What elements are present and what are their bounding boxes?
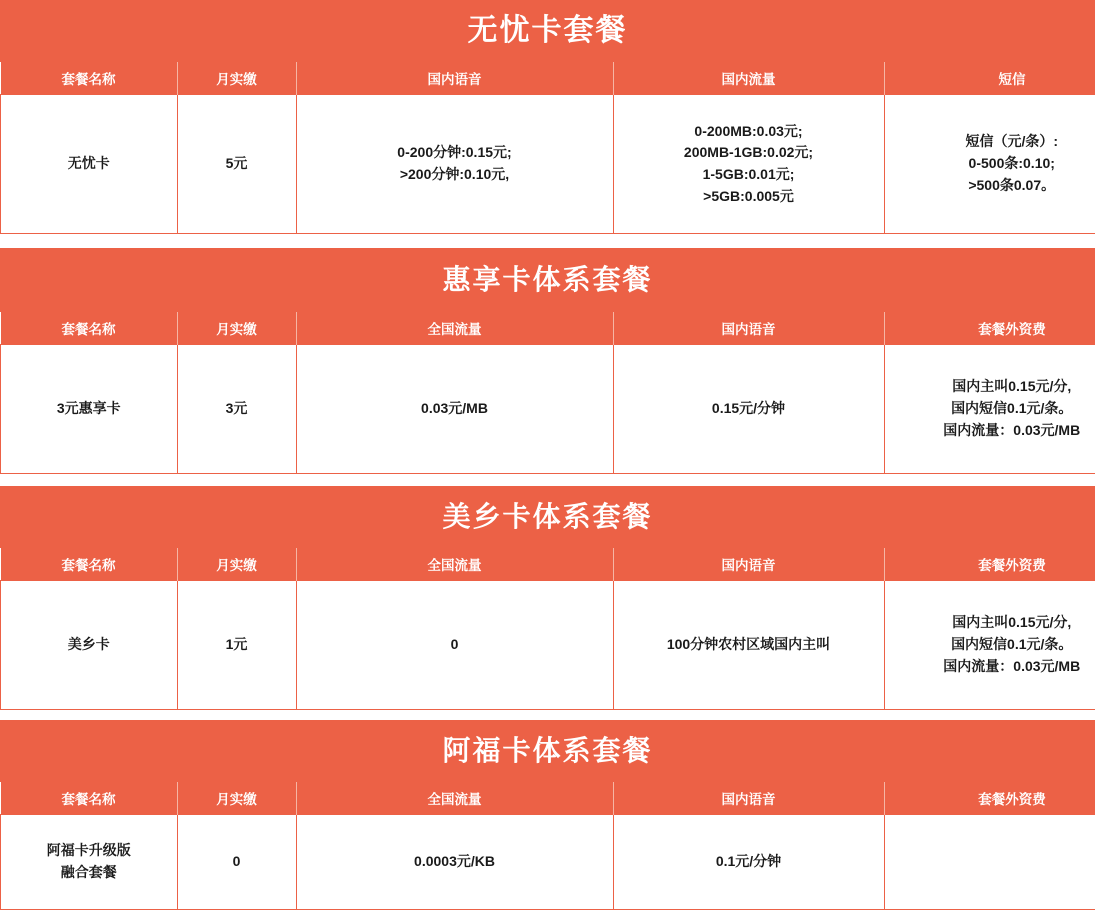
extra-line-3: 国内流量：0.03元/MB bbox=[891, 656, 1095, 678]
cell-plan-name: 美乡卡 bbox=[1, 581, 178, 710]
column-header-domestic-voice: 国内语音 bbox=[613, 782, 884, 815]
sms-line-1: 短信（元/条）: bbox=[891, 131, 1095, 153]
section-divider bbox=[0, 710, 1095, 720]
column-header-plan-name: 套餐名称 bbox=[1, 548, 178, 581]
plan-table bbox=[0, 62, 1095, 234]
cell-monthly-fee: 3元 bbox=[177, 345, 296, 474]
plan-table bbox=[0, 548, 1095, 710]
column-header-monthly-fee: 月实缴 bbox=[177, 548, 296, 581]
cell-plan-name: 无忧卡 bbox=[1, 95, 178, 234]
column-header-domestic-voice: 国内语音 bbox=[296, 62, 613, 95]
extra-line-2: 国内短信0.1元/条。 bbox=[891, 634, 1095, 656]
section-huixiang-card bbox=[0, 248, 1095, 474]
cell-sms bbox=[884, 95, 1095, 234]
extra-line-1: 国内主叫0.15元/分, bbox=[891, 612, 1095, 634]
table-row bbox=[1, 581, 1095, 710]
extra-line-2: 国内短信0.1元/条。 bbox=[891, 398, 1095, 420]
table-row bbox=[1, 95, 1095, 234]
column-header-out-of-plan-rates: 套餐外资费 bbox=[884, 548, 1095, 581]
column-header-sms: 短信 bbox=[884, 62, 1095, 95]
table-header-row bbox=[1, 548, 1095, 581]
cell-national-data: 0.0003元/KB bbox=[296, 815, 613, 910]
column-header-out-of-plan-rates: 套餐外资费 bbox=[884, 312, 1095, 345]
sms-line-2: 0-500条:0.10; bbox=[891, 153, 1095, 175]
column-header-monthly-fee: 月实缴 bbox=[177, 782, 296, 815]
table-row bbox=[1, 345, 1095, 474]
section-divider bbox=[0, 234, 1095, 248]
section-afu-card bbox=[0, 720, 1095, 910]
column-header-national-data: 全国流量 bbox=[296, 312, 613, 345]
data-line-4: >5GB:0.005元 bbox=[620, 186, 878, 208]
cell-plan-name bbox=[1, 815, 178, 910]
cell-monthly-fee: 0 bbox=[177, 815, 296, 910]
data-line-2: 200MB-1GB:0.02元; bbox=[620, 142, 878, 164]
cell-monthly-fee: 5元 bbox=[177, 95, 296, 234]
column-header-domestic-voice: 国内语音 bbox=[613, 548, 884, 581]
data-line-3: 1-5GB:0.01元; bbox=[620, 164, 878, 186]
section-title: 无忧卡套餐 bbox=[0, 0, 1095, 62]
extra-line-3: 国内流量：0.03元/MB bbox=[891, 420, 1095, 442]
plan-name-line-2: 融合套餐 bbox=[7, 862, 171, 884]
column-header-national-data: 全国流量 bbox=[296, 782, 613, 815]
voice-line-2: >200分钟:0.10元, bbox=[303, 164, 607, 186]
cell-monthly-fee: 1元 bbox=[177, 581, 296, 710]
section-title: 惠享卡体系套餐 bbox=[0, 248, 1095, 312]
cell-plan-name: 3元惠享卡 bbox=[1, 345, 178, 474]
table-header-row bbox=[1, 62, 1095, 95]
cell-national-data: 0.03元/MB bbox=[296, 345, 613, 474]
column-header-plan-name: 套餐名称 bbox=[1, 312, 178, 345]
voice-line-1: 0-200分钟:0.15元; bbox=[303, 142, 607, 164]
column-header-domestic-data: 国内流量 bbox=[613, 62, 884, 95]
cell-domestic-voice: 100分钟农村区域国内主叫 bbox=[613, 581, 884, 710]
column-header-national-data: 全国流量 bbox=[296, 548, 613, 581]
section-title: 美乡卡体系套餐 bbox=[0, 486, 1095, 548]
cell-out-of-plan-rates bbox=[884, 581, 1095, 710]
column-header-plan-name: 套餐名称 bbox=[1, 62, 178, 95]
plan-table bbox=[0, 312, 1095, 474]
column-header-plan-name: 套餐名称 bbox=[1, 782, 178, 815]
extra-line-1: 国内主叫0.15元/分, bbox=[891, 376, 1095, 398]
section-worry-free-card bbox=[0, 0, 1095, 234]
plan-table bbox=[0, 782, 1095, 910]
table-header-row bbox=[1, 782, 1095, 815]
data-line-1: 0-200MB:0.03元; bbox=[620, 121, 878, 143]
table-header-row bbox=[1, 312, 1095, 345]
cell-out-of-plan-rates bbox=[884, 345, 1095, 474]
cell-domestic-voice: 0.1元/分钟 bbox=[613, 815, 884, 910]
cell-national-data: 0 bbox=[296, 581, 613, 710]
table-row bbox=[1, 815, 1095, 910]
column-header-monthly-fee: 月实缴 bbox=[177, 62, 296, 95]
column-header-out-of-plan-rates: 套餐外资费 bbox=[884, 782, 1095, 815]
cell-domestic-voice bbox=[296, 95, 613, 234]
section-meixiang-card bbox=[0, 486, 1095, 710]
cell-domestic-voice: 0.15元/分钟 bbox=[613, 345, 884, 474]
cell-domestic-data bbox=[613, 95, 884, 234]
section-divider bbox=[0, 474, 1095, 486]
cell-out-of-plan-rates bbox=[884, 815, 1095, 910]
sms-line-3: >500条0.07。 bbox=[891, 175, 1095, 197]
section-title: 阿福卡体系套餐 bbox=[0, 720, 1095, 782]
plan-name-line-1: 阿福卡升级版 bbox=[7, 840, 171, 862]
column-header-domestic-voice: 国内语音 bbox=[613, 312, 884, 345]
column-header-monthly-fee: 月实缴 bbox=[177, 312, 296, 345]
